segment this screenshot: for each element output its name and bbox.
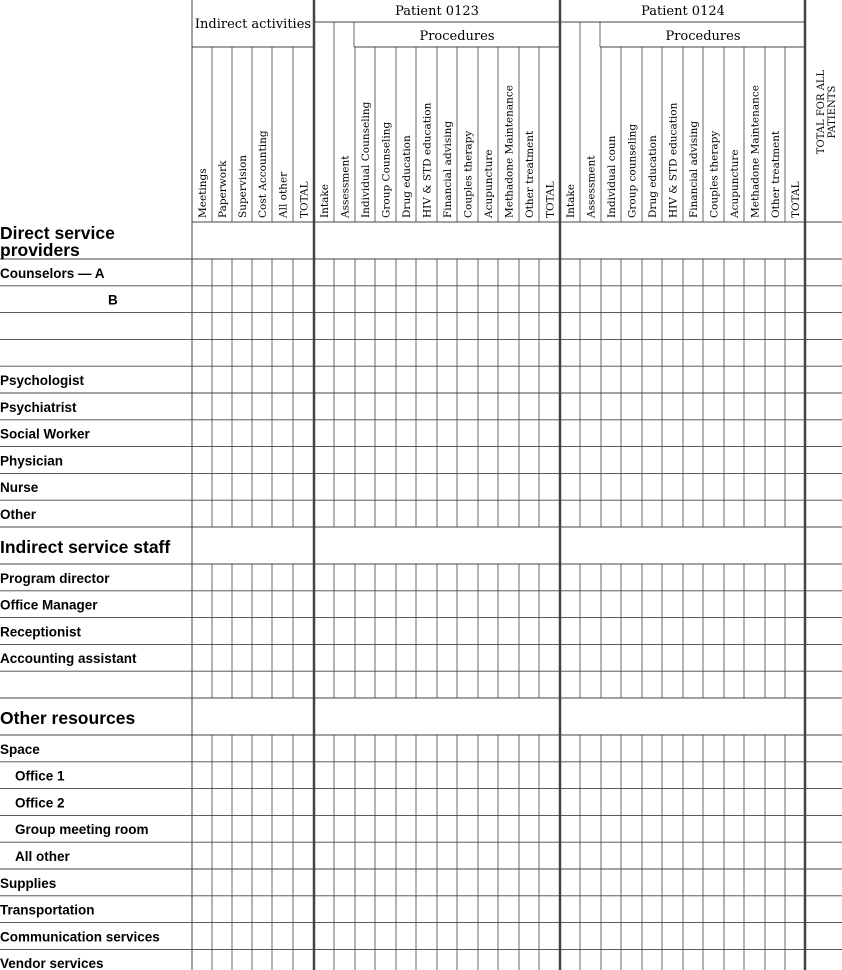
- indirect-column-label: All other: [277, 171, 290, 218]
- total-for-all-patients-line-2: PATIENTS: [827, 85, 838, 139]
- patient-0124-column-label: Intake: [565, 184, 577, 218]
- section-heading: Other resources: [0, 708, 136, 728]
- row-label: Vendor services: [0, 956, 104, 970]
- indirect-column-label: Supervision: [237, 154, 249, 218]
- row-label: B: [108, 292, 118, 308]
- indirect-column-label: Meetings: [197, 168, 209, 218]
- patient-0124-column-label: Assessment: [585, 155, 598, 218]
- indirect-column-label: Paperwork: [217, 160, 229, 218]
- row-labels: [0, 223, 170, 970]
- patient-0124-column-label: Other treatment: [770, 130, 782, 218]
- patient-0123-column-label: Assessment: [339, 155, 352, 218]
- patient-0123-column-label: HIV & STD education: [421, 102, 434, 218]
- row-label: Space: [0, 741, 40, 757]
- indirect-column-label: TOTAL: [298, 181, 311, 218]
- total-for-all-patients-line-1: TOTAL FOR ALL: [816, 69, 827, 155]
- row-label: Office Manager: [0, 597, 98, 613]
- column-labels: [197, 85, 802, 219]
- row-label: Office 1: [15, 768, 65, 784]
- patient-0124-column-label: Methadone Maintenance: [749, 84, 762, 218]
- patient-0124-column-label: TOTAL: [790, 181, 802, 218]
- row-label: All other: [15, 849, 70, 864]
- row-label: Receptionist: [0, 624, 82, 640]
- patient-0123-column-label: Financial advising: [442, 120, 454, 218]
- patient-0123-column-label: Intake: [319, 184, 331, 218]
- row-label: Counselors — A: [0, 265, 105, 281]
- row-label: Psychologist: [0, 373, 85, 388]
- indirect-activities-heading: Indirect activities: [194, 17, 312, 32]
- patient-0124-heading: Patient 0124: [641, 4, 725, 19]
- row-label: Physician: [0, 453, 64, 469]
- patient-0123-column-label: Group Counseling: [380, 121, 393, 218]
- patient-0124-column-label: HIV & STD education: [667, 102, 680, 218]
- section-heading: Indirect service staff: [0, 537, 171, 557]
- section-heading: Direct service: [0, 223, 115, 243]
- row-label: Transportation: [0, 902, 95, 918]
- row-label: Supplies: [0, 875, 57, 891]
- row-label: Program director: [0, 570, 110, 586]
- patient-0124-column-label: Group counseling: [626, 123, 639, 218]
- row-label: Office 2: [15, 795, 65, 811]
- patient-0124-column-label: Financial advising: [688, 120, 700, 218]
- section-heading: providers: [0, 240, 80, 260]
- patient-0123-column-label: Methadone Maintenance: [503, 84, 516, 218]
- patient-0124-column-label: Acupuncture: [729, 149, 741, 218]
- patient-0123-column-label: TOTAL: [544, 181, 557, 218]
- procedures-heading-2: Procedures: [665, 29, 741, 44]
- patient-0124-column-label: Drug education: [647, 135, 659, 218]
- row-label: Nurse: [0, 480, 39, 496]
- patient-0123-heading: Patient 0123: [395, 4, 479, 19]
- procedures-heading-1: Procedures: [419, 29, 495, 44]
- indirect-column-label: Cost Accounting: [257, 130, 269, 218]
- table-header: [195, 4, 838, 154]
- patient-0123-column-label: Drug education: [401, 135, 413, 218]
- patient-0123-column-label: Couples therapy: [462, 130, 475, 218]
- patient-0123-column-label: Acupuncture: [483, 149, 495, 218]
- patient-0124-column-label: Individual coun: [606, 135, 618, 218]
- patient-0124-column-label: Couples therapy: [708, 130, 721, 218]
- row-label: Accounting assistant: [0, 651, 137, 667]
- patient-0123-column-label: Other treatment: [524, 130, 536, 218]
- row-label: Psychiatrist: [0, 399, 77, 415]
- row-label: Social Worker: [0, 426, 90, 442]
- patient-0123-column-label: Individual Counseling: [360, 101, 372, 218]
- row-label: Other: [0, 507, 37, 522]
- row-label: Communication services: [0, 929, 160, 945]
- row-label: Group meeting room: [15, 822, 149, 838]
